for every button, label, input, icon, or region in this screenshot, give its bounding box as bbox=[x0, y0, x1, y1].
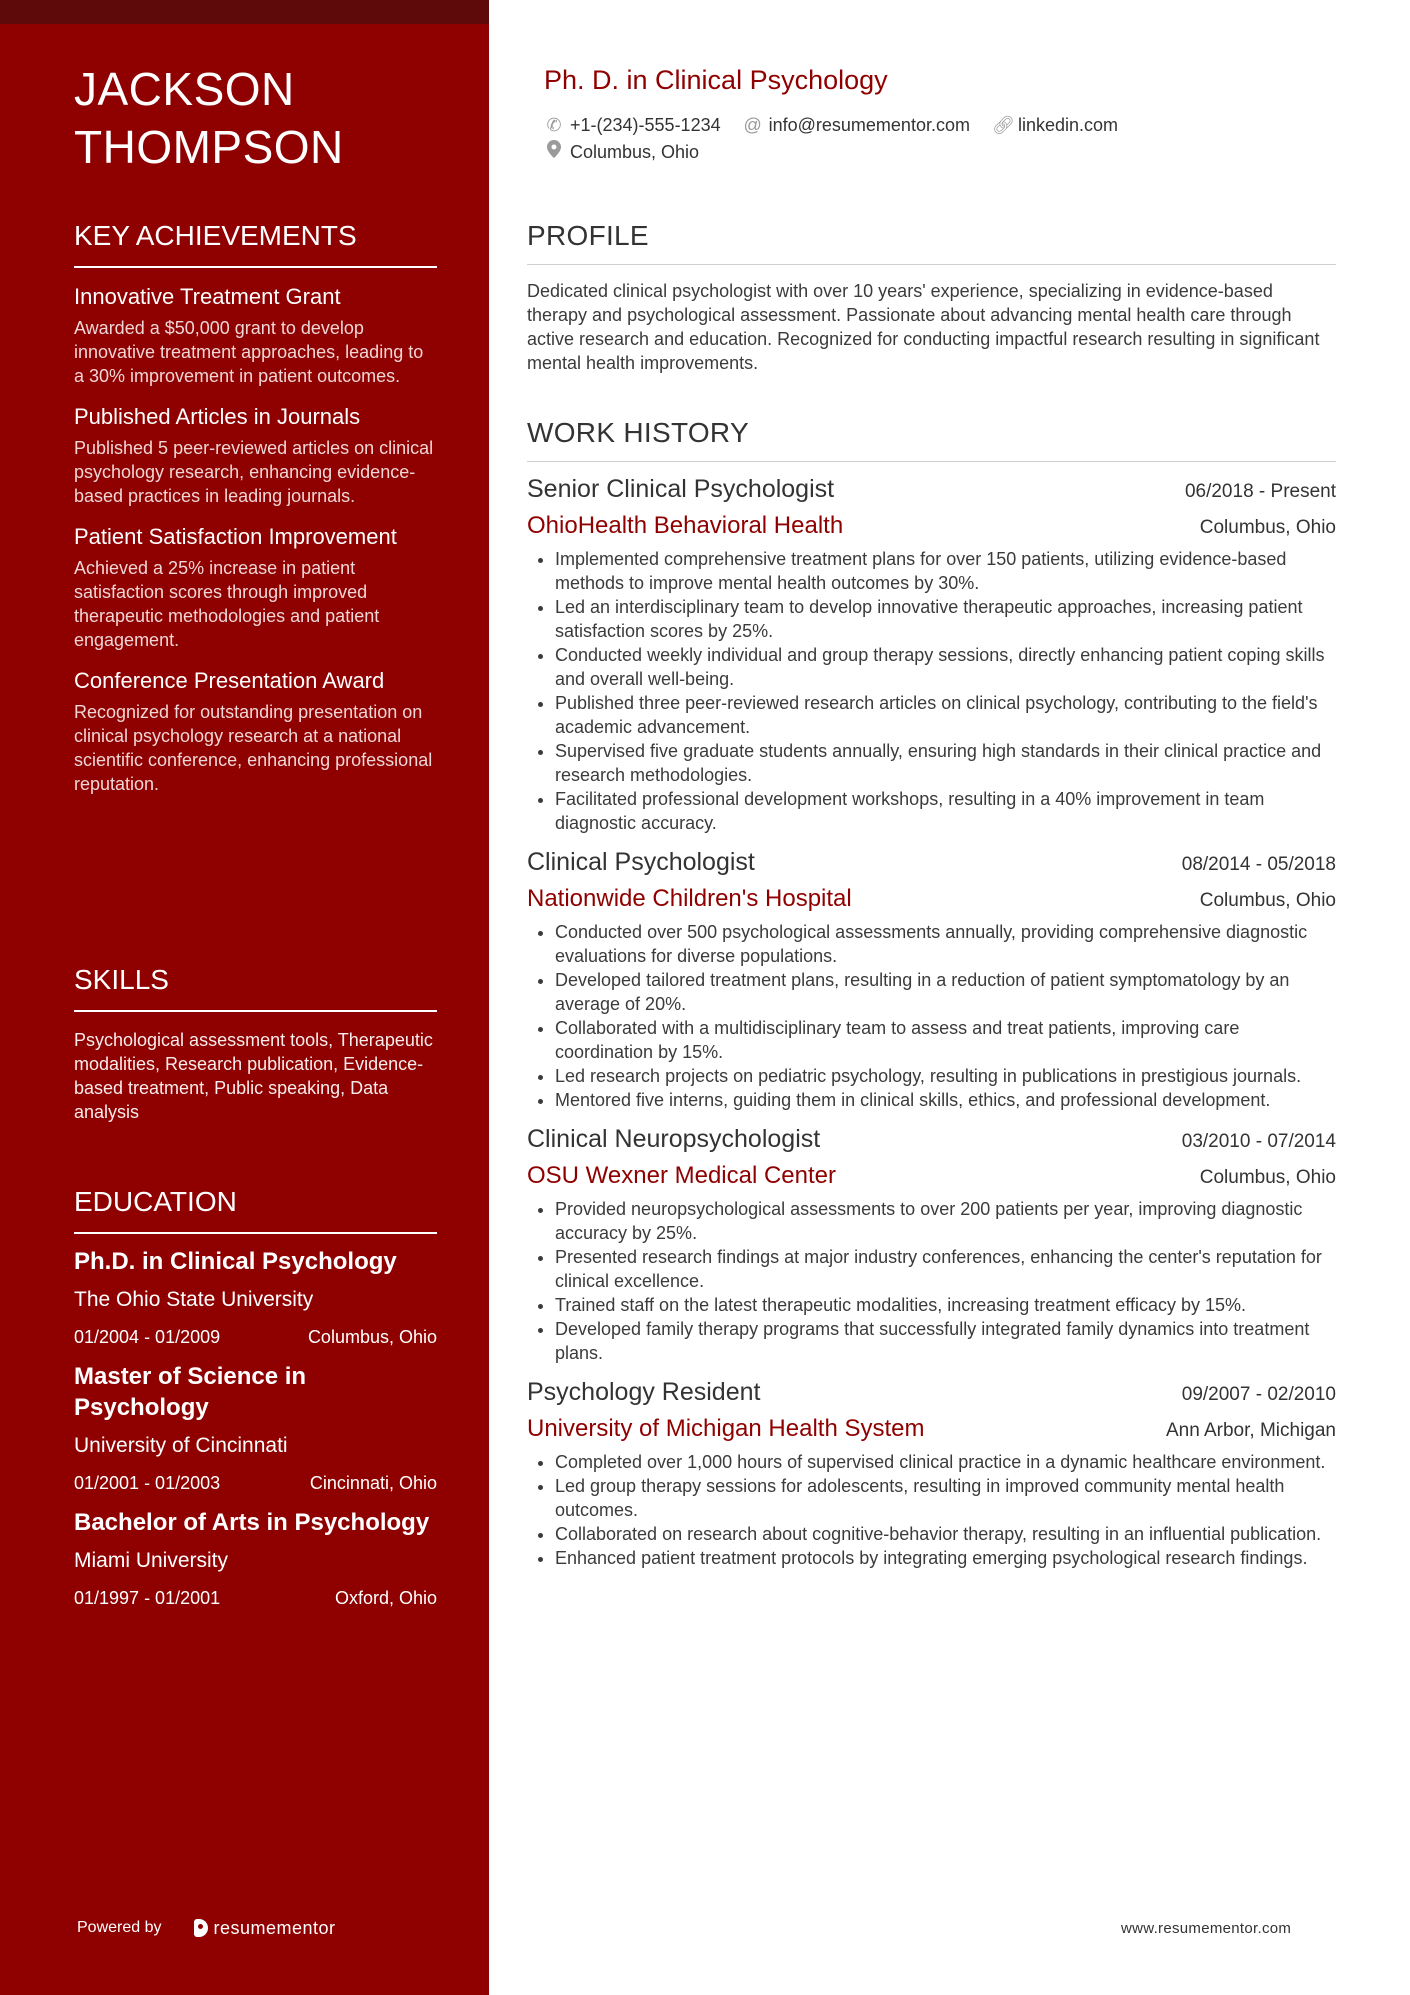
job-subheader bbox=[527, 509, 1336, 545]
job-title: Clinical Psychologist bbox=[527, 848, 755, 876]
job-company: University of Michigan Health System bbox=[527, 1415, 925, 1442]
brand-icon bbox=[194, 1919, 208, 1937]
job-location: Ann Arbor, Michigan bbox=[1165, 1420, 1336, 1441]
education-school: Miami University bbox=[74, 1549, 229, 1572]
job-bullet: • Led group therapy sessions for adolescents, resulting in improved community mental health outcomes. bbox=[555, 1474, 1336, 1522]
achievement-description: Published 5 peer-reviewed articles on clinical psychology research, enhancing evidence-based practices in leading journals. bbox=[74, 438, 434, 506]
profile-heading: PROFILE bbox=[527, 218, 1336, 265]
job-bullet-list bbox=[527, 920, 1336, 1112]
education-item bbox=[74, 1507, 437, 1610]
job-title: Senior Clinical Psychologist bbox=[527, 475, 835, 503]
education-location: Oxford, Ohio bbox=[334, 1588, 437, 1608]
first-name: JACKSON bbox=[74, 63, 295, 115]
job-company: Nationwide Children's Hospital bbox=[527, 885, 852, 912]
contact-linkedin[interactable] bbox=[992, 112, 1118, 138]
education-dates: 01/2004 - 01/2009 bbox=[74, 1327, 221, 1347]
education-location: Columbus, Ohio bbox=[307, 1327, 437, 1347]
job-bullet: • Conducted weekly individual and group therapy sessions, directly enhancing patient coping skills and overall well-being. bbox=[555, 643, 1336, 691]
powered-by-label: Powered by bbox=[77, 1919, 162, 1936]
education-list bbox=[74, 1246, 437, 1610]
education-meta bbox=[74, 1471, 437, 1495]
education-meta bbox=[74, 1586, 437, 1610]
job-company: OhioHealth Behavioral Health bbox=[527, 512, 844, 539]
candidate-name bbox=[74, 60, 454, 176]
job-bullet: • Collaborated on research about cognitive-behavior therapy, resulting in an influential publication. bbox=[555, 1522, 1336, 1546]
job-bullet: • Developed tailored treatment plans, resulting in a reduction of patient symptomatology by an average of 20%. bbox=[555, 968, 1336, 1016]
education-degree: Ph.D. in Clinical Psychology bbox=[74, 1248, 397, 1275]
job-entry bbox=[527, 472, 1336, 835]
linkedin-text: linkedin.com bbox=[1017, 115, 1119, 135]
job-bullet-list bbox=[527, 547, 1336, 835]
job-title: Clinical Neuropsychologist bbox=[527, 1125, 821, 1153]
job-subheader bbox=[527, 882, 1336, 918]
contact-location bbox=[544, 139, 699, 165]
brand-logo[interactable] bbox=[194, 1916, 336, 1940]
education-school: The Ohio State University bbox=[74, 1288, 314, 1311]
job-location: Columbus, Ohio bbox=[1199, 890, 1336, 911]
achievement-description: Recognized for outstanding presentation on clinical psychology research at a national scientific conference, enhancing professional reputation. bbox=[74, 702, 433, 794]
job-bullet: • Presented research findings at major industry conferences, enhancing the center's reputation for clinical excellence. bbox=[555, 1245, 1336, 1293]
job-bullet-list bbox=[527, 1450, 1336, 1570]
at-icon: @ bbox=[743, 115, 762, 135]
job-bullet: • Mentored five interns, guiding them in clinical skills, ethics, and professional development. bbox=[555, 1088, 1336, 1112]
job-bullet: • Supervised five graduate students annually, ensuring high standards in their clinical practice and research methodologies. bbox=[555, 739, 1336, 787]
job-location: Columbus, Ohio bbox=[1199, 517, 1336, 538]
job-company: OSU Wexner Medical Center bbox=[527, 1162, 836, 1189]
education-location: Cincinnati, Ohio bbox=[309, 1473, 437, 1493]
job-bullet-list bbox=[527, 1197, 1336, 1365]
education-dates: 01/1997 - 01/2001 bbox=[74, 1588, 221, 1608]
job-bullet: • Trained staff on the latest therapeutic modalities, increasing treatment efficacy by 15%. bbox=[555, 1293, 1336, 1317]
job-title: Psychology Resident bbox=[527, 1378, 761, 1406]
job-entry bbox=[527, 1122, 1336, 1365]
job-subheader bbox=[527, 1412, 1336, 1448]
job-bullet: • Provided neuropsychological assessments to over 200 patients per year, improving diagnostic accuracy by 25%. bbox=[555, 1197, 1336, 1245]
job-bullet: • Led an interdisciplinary team to develop innovative therapeutic approaches, increasing patient satisfaction scores by 25%. bbox=[555, 595, 1336, 643]
job-bullet: • Conducted over 500 psychological assessments annually, providing comprehensive diagnostic evaluations for diverse populations. bbox=[555, 920, 1336, 968]
education-school: University of Cincinnati bbox=[74, 1434, 288, 1457]
achievements-section bbox=[74, 218, 437, 796]
education-meta bbox=[74, 1325, 437, 1349]
job-bullet: • Collaborated with a multidisciplinary team to assess and treat patients, improving care coordination by 15%. bbox=[555, 1016, 1336, 1064]
profile-section bbox=[527, 218, 1336, 375]
education-degree: Bachelor of Arts in Psychology bbox=[74, 1509, 430, 1536]
job-target-title: Ph. D. in Clinical Psychology bbox=[544, 65, 888, 95]
job-location: Columbus, Ohio bbox=[1199, 1167, 1336, 1188]
skills-text: Psychological assessment tools, Therapeutic modalities, Research publication, Evidence-based treatment, Public speaking, Data analysis bbox=[74, 1030, 433, 1122]
sidebar bbox=[0, 0, 489, 1995]
education-degree: Master of Science in Psychology bbox=[74, 1363, 307, 1421]
job-entry bbox=[527, 845, 1336, 1112]
education-section bbox=[74, 1184, 437, 1610]
email-text: info@resumementor.com bbox=[768, 115, 970, 135]
footer-url[interactable]: www.resumementor.com bbox=[1121, 1920, 1292, 1937]
achievements-heading: KEY ACHIEVEMENTS bbox=[74, 218, 437, 268]
job-entry bbox=[527, 1375, 1336, 1570]
job-bullet: • Led research projects on pediatric psychology, resulting in publications in prestigious journals. bbox=[555, 1064, 1336, 1088]
job-header bbox=[527, 1375, 1336, 1412]
achievement-title: Published Articles in Journals bbox=[74, 404, 361, 429]
job-bullet: • Published three peer-reviewed research articles on clinical psychology, contributing to the field's academic advancement. bbox=[555, 691, 1336, 739]
achievements-list bbox=[74, 282, 437, 796]
education-dates: 01/2001 - 01/2003 bbox=[74, 1473, 221, 1493]
achievement-description: Awarded a $50,000 grant to develop innovative treatment approaches, leading to a 30% improvement in patient outcomes. bbox=[74, 318, 424, 386]
job-dates: 09/2007 - 02/2010 bbox=[1181, 1384, 1336, 1405]
achievement-description: Achieved a 25% increase in patient satisfaction scores through improved therapeutic methodologies and patient engagement. bbox=[74, 558, 380, 650]
education-item bbox=[74, 1361, 437, 1495]
job-bullet: • Enhanced patient treatment protocols by integrating emerging psychological research findings. bbox=[555, 1546, 1336, 1570]
skills-heading: SKILLS bbox=[74, 962, 437, 1012]
education-item bbox=[74, 1246, 437, 1349]
skills-section bbox=[74, 962, 437, 1124]
contact-email[interactable] bbox=[743, 112, 970, 138]
achievement-title: Patient Satisfaction Improvement bbox=[74, 524, 397, 549]
job-list bbox=[527, 472, 1336, 1570]
job-header bbox=[527, 1122, 1336, 1159]
powered-by bbox=[77, 1916, 336, 1940]
work-history-section bbox=[527, 415, 1336, 1570]
brand-name: resumementor bbox=[213, 1918, 336, 1938]
profile-text: Dedicated clinical psychologist with over 10 years' experience, specializing in evidence-based therapy and psychological assessment. Passionate about advancing mental health care through active research and education. Recognized for conducting impactful research resulting in significant mental health improvements. bbox=[527, 281, 1320, 373]
job-subheader bbox=[527, 1159, 1336, 1195]
phone-icon: ✆ bbox=[546, 115, 562, 135]
job-dates: 06/2018 - Present bbox=[1184, 481, 1336, 502]
job-dates: 08/2014 - 05/2018 bbox=[1181, 854, 1336, 875]
achievement-title: Innovative Treatment Grant bbox=[74, 284, 341, 309]
achievement-title: Conference Presentation Award bbox=[74, 668, 385, 693]
contact-phone[interactable] bbox=[544, 112, 721, 138]
phone-text: +1-(234)-555-1234 bbox=[570, 115, 721, 135]
location-text: Columbus, Ohio bbox=[570, 142, 700, 162]
contact-info bbox=[544, 112, 1324, 166]
location-pin-icon bbox=[544, 139, 564, 165]
job-header bbox=[527, 472, 1336, 509]
job-bullet: • Developed family therapy programs that successfully integrated family dynamics into treatment plans. bbox=[555, 1317, 1336, 1365]
job-bullet: • Implemented comprehensive treatment plans for over 150 patients, utilizing evidence-based methods to improve mental health outcomes by 30%. bbox=[555, 547, 1336, 595]
job-bullet: • Facilitated professional development workshops, resulting in a 40% improvement in team diagnostic accuracy. bbox=[555, 787, 1336, 835]
education-heading: EDUCATION bbox=[74, 1184, 437, 1234]
last-name: THOMPSON bbox=[74, 121, 344, 173]
link-icon: 🔗︎ bbox=[991, 115, 1015, 135]
job-dates: 03/2010 - 07/2014 bbox=[1181, 1131, 1336, 1152]
sidebar-top-bar bbox=[0, 0, 489, 24]
job-header bbox=[527, 845, 1336, 882]
job-bullet: • Completed over 1,000 hours of supervised clinical practice in a dynamic healthcare environment. bbox=[555, 1450, 1336, 1474]
work-history-heading: WORK HISTORY bbox=[527, 415, 1336, 462]
